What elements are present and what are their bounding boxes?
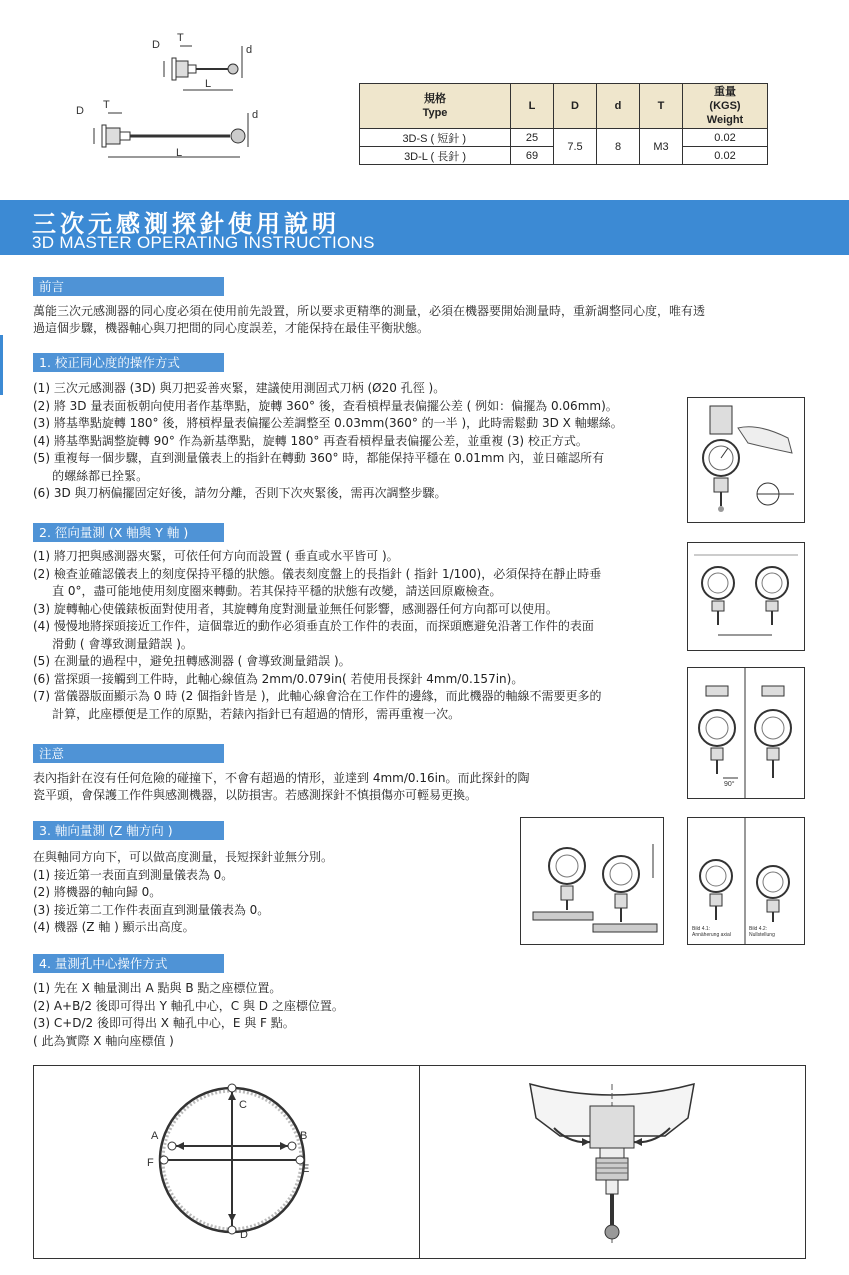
list-item: ( 此為實際 X 軸向座標值 ) — [33, 1033, 174, 1048]
list-item: 直 0°，盡可能地使用刻度圈來轉動。若其保持平穩的狀態有改變，請送回原廠檢查。 — [33, 584, 502, 598]
list-item: (6) 當探頭一接觸到工件時，此軸心線值為 2mm/0.079in( 若使用長探針 4mm/0.157in)。 — [33, 671, 524, 686]
list-item: (1) 三次元感測器 (3D) 與刀把妥善夾緊，建議使用測固式刀柄 (Ø20 孔徑 )。 — [33, 381, 446, 395]
list-item: (2) 將 3D 量表面板朝向使用者作基準點，旋轉 360° 後，查看槓桿量表偏擺公差 ( 例如：偏擺為 0.06mm)。 — [33, 398, 618, 413]
contact-figure — [687, 667, 805, 799]
cell-L: 25 — [511, 129, 554, 147]
short-probe-drawing — [150, 34, 260, 94]
long-probe-drawing — [72, 99, 262, 165]
cell-weight: 0.02 — [683, 147, 768, 165]
section-heading-preface: 前言 — [33, 277, 224, 296]
cell-d: 8 — [597, 129, 640, 165]
point-B-label: B — [300, 1130, 308, 1142]
table-row — [360, 129, 768, 147]
section3-list — [33, 849, 483, 937]
radial-measure-figure — [687, 542, 805, 651]
probe-label-d: d — [246, 44, 253, 56]
figure-caption-right: Bild 4.2: Nullstellung — [749, 926, 775, 938]
probe-label-D: D — [152, 39, 160, 51]
header-d: d — [597, 84, 640, 129]
spec-table — [359, 83, 768, 165]
section4-list — [33, 980, 483, 1050]
probe-label-L: L — [176, 147, 183, 159]
list-item: (5) 重複每一個步驟，直到測量儀表上的指針在轉動 360° 時，都能保持平穩在 0.01mm 內，並日確認所有 — [33, 451, 605, 465]
list-item: (2) 檢查並確認儀表上的刻度保持平穩的狀態。儀表刻度盤上的長指針 ( 指針 1/100)，必須保持在靜止時垂 — [33, 566, 602, 581]
probe-label-T: T — [103, 99, 110, 111]
probe-label-D: D — [76, 105, 84, 117]
angle-label: 90° — [724, 781, 735, 788]
axial-zero-figure — [687, 817, 805, 945]
list-item: (6) 3D 與刀柄偏擺固定好後，請勿分離，否則下次夾緊後，需再次調整步驟。 — [33, 486, 447, 500]
list-item: (1) 將刀把與感測器夾緊，可依任何方向而設置 ( 垂直或水平皆可 )。 — [33, 549, 399, 563]
section-heading-note: 注意 — [33, 744, 224, 763]
list-item: (3) 接近第二工作件表面直到測量儀表為 0。 — [33, 902, 270, 917]
calibration-figure — [687, 397, 805, 523]
header-T: T — [640, 84, 683, 129]
list-item: (3) 旋轉軸心使儀錶板面對使用者，其旋轉角度對測量並無任何影響，感測器任何方向都可以使用。 — [33, 601, 558, 616]
list-item: (4) 機器 (Z 軸 ) 顯示出高度。 — [33, 920, 195, 934]
list-item: (3) 將基準點旋轉 180° 後，將槓桿量表偏擺公差調整至 0.03mm(360° 的一半 )，此時需鬆動 3D X 軸螺絲。 — [33, 416, 623, 430]
preface-text — [33, 303, 813, 337]
section2-list — [33, 548, 683, 723]
cell-D: 7.5 — [554, 129, 597, 165]
list-item: (5) 在測量的過程中，避免扭轉感測器 ( 會導致測量錯誤 )。 — [33, 654, 351, 668]
text-line: 萬能三次元感測器的同心度必須在使用前先設置，所以要求更精準的測量，必須在機器要開始測量時，重新調整同心度，唯有透 — [33, 304, 706, 318]
point-A-label: A — [151, 1130, 159, 1142]
list-item: (4) 慢慢地將探頭接近工作件，這個靠近的動作必須垂直於工作件的表面，而探頭應避免沿著工作件的表面 — [33, 619, 594, 633]
point-D-label: D — [240, 1229, 248, 1241]
text-line: 表內指針在沒有任何危險的碰撞下，不會有超過的情形，並達到 4mm/0.16in。而此探針的陶 — [33, 771, 530, 785]
point-C-label: C — [239, 1099, 247, 1111]
list-item: (1) 先在 X 軸量測出 A 點與 B 點之座標位置。 — [33, 981, 282, 995]
section-heading-2: 2. 徑向量測 (X 軸與 Y 軸 ) — [33, 523, 224, 542]
probe-label-T: T — [177, 32, 184, 44]
list-item: (2) 將機器的軸向歸 0。 — [33, 885, 162, 899]
cell-weight: 0.02 — [683, 129, 768, 147]
cell-type: 3D-S ( 短針 ) — [360, 129, 511, 147]
list-item: 在與軸同方向下，可以做高度測量，長短探針並無分別。 — [33, 850, 334, 864]
note-text — [33, 770, 633, 804]
hole-circle-diagram — [34, 1066, 419, 1258]
cell-type: 3D-L ( 長針 ) — [360, 147, 511, 165]
text-line: 瓷平頭，會保護工作件與感測機器，以防損害。若感測探針不慎損傷亦可輕易更換。 — [33, 788, 478, 802]
list-item: (1) 接近第一表面直到測量儀表為 0。 — [33, 867, 234, 882]
list-item: 的螺絲都已拴緊。 — [33, 468, 149, 483]
list-item: (2) A+B/2 後即可得出 Y 軸孔中心，C 與 D 之座標位置。 — [33, 998, 344, 1013]
cell-L: 69 — [511, 147, 554, 165]
header-D: D — [554, 84, 597, 129]
page-title: 三次元感測探針使用說明 — [32, 210, 340, 238]
text-line: 過這個步驟，機器軸心與刀把間的同心度誤差，才能保持在最佳平衡狀態。 — [33, 321, 430, 335]
hole-center-diagram-box — [33, 1065, 806, 1259]
list-item: (4) 將基準點調整旋轉 90° 作為新基準點，旋轉 180° 再查看槓桿量表偏擺公差，並重複 (3) 校正方式。 — [33, 433, 588, 448]
list-item: (3) C+D/2 後即可得出 X 軸孔中心，E 與 F 點。 — [33, 1016, 295, 1030]
section-heading-3: 3. 軸向量測 (Z 軸方向 ) — [33, 821, 224, 840]
list-item: 滑動 ( 會導致測量錯誤 )。 — [33, 636, 193, 651]
page-edge-marker — [0, 335, 3, 395]
probe-label-d: d — [252, 109, 259, 121]
point-E-label: E — [302, 1163, 310, 1175]
table-header-row — [360, 84, 768, 129]
point-F-label: F — [147, 1157, 154, 1169]
cell-T: M3 — [640, 129, 683, 165]
list-item: 計算，此座標便是工作的原點，若錶內指針已有超過的情形，需再重複一次。 — [33, 706, 461, 721]
list-item: (7) 當儀器版面顯示為 0 時 (2 個指針皆是 )，此軸心線會洽在工作件的邊緣，而此機器的軸線不需要更多的 — [33, 689, 602, 703]
section-heading-4: 4. 量測孔中心操作方式 — [33, 954, 224, 973]
header-weight: 重量 (KGS) Weight — [683, 84, 768, 129]
axial-measure-figure — [520, 817, 664, 945]
figure-caption-left: Bild 4.1: Annäherung axial — [692, 926, 731, 938]
header-L: L — [511, 84, 554, 129]
header-type: 規格 Type — [360, 84, 511, 129]
section-heading-1: 1. 校正同心度的操作方式 — [33, 353, 224, 372]
page-subtitle: 3D MASTER OPERATING INSTRUCTIONS — [32, 233, 375, 252]
section1-list — [33, 380, 683, 503]
spindle-probe-diagram — [420, 1066, 805, 1258]
title-banner — [0, 200, 849, 255]
probe-label-L: L — [205, 78, 212, 90]
